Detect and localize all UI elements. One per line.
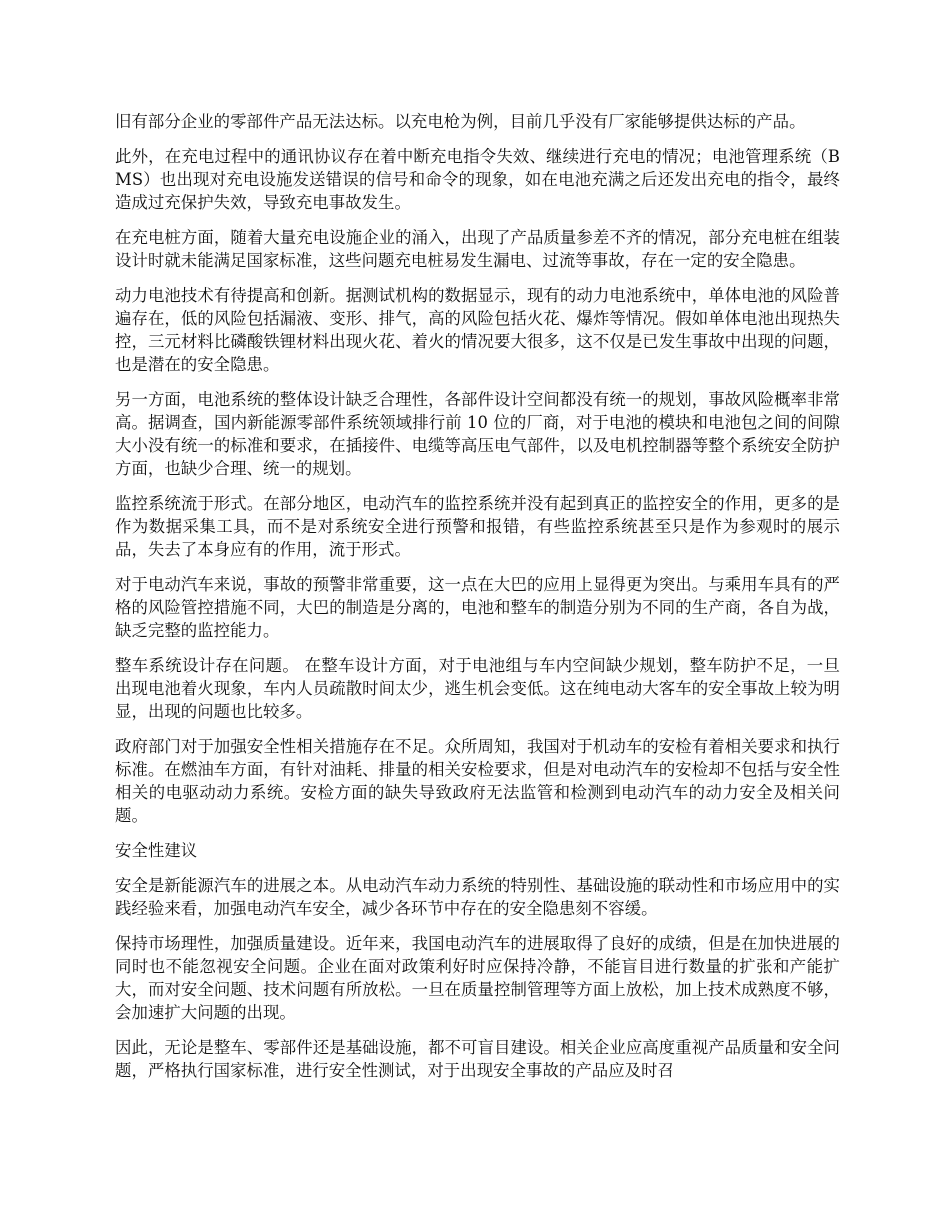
document-body xyxy=(115,110,840,1094)
paragraph: 监控系统流于形式。在部分地区，电动汽车的监控系统并没有起到真正的监控安全的作用，更多的是作为数据采集工具，而不是对系统安全进行预警和报错，有些监控系统甚至只是作为参观时的展示品，失去了本身应有的作用，流于形式。 xyxy=(115,494,840,559)
paragraph: 另一方面，电池系统的整体设计缺乏合理性，各部件设计空间都没有统一的规划，事故风险概率非常高。据调查，国内新能源零部件系统领域排行前 10 位的厂商，对于电池的模块和电池包之间的间隙大小没有统一的标准和要求，在插接件、电缆等高压电气部件，以及电机控制器等整个系统安全防护方面，也缺少合理、统一的规划。 xyxy=(115,390,840,478)
paragraph: 整车系统设计存在问题。 在整车设计方面，对于电池组与车内空间缺少规划，整车防护不足，一旦出现电池着火现象，车内人员疏散时间太少，逃生机会变低。这在纯电动大客车的安全事故上较为明显，出现的问题也比较多。 xyxy=(115,656,840,721)
paragraph: 对于电动汽车来说，事故的预警非常重要，这一点在大巴的应用上显得更为突出。与乘用车具有的严格的风险管控措施不同，大巴的制造是分离的，电池和整车的制造分别为不同的生产商，各自为战，缺乏完整的监控能力。 xyxy=(115,575,840,640)
paragraph: 保持市场理性，加强质量建设。近年来，我国电动汽车的进展取得了良好的成绩，但是在加快进展的同时也不能忽视安全问题。企业在面对政策利好时应保持冷静，不能盲目进行数量的扩张和产能扩大，而对安全问题、技术问题有所放松。一旦在质量控制管理等方面上放松，加上技术成熟度不够，会加速扩大问题的出现。 xyxy=(115,934,840,1022)
paragraph: 旧有部分企业的零部件产品无法达标。以充电枪为例，目前几乎没有厂家能够提供达标的产品。 xyxy=(115,112,806,131)
paragraph: 政府部门对于加强安全性相关措施存在不足。众所周知，我国对于机动车的安检有着相关要求和执行标准。在燃油车方面，有针对油耗、排量的相关安检要求，但是对电动汽车的安检却不包括与安全性相关的电驱动动力系统。安检方面的缺失导致政府无法监管和检测到电动汽车的动力安全及相关问题。 xyxy=(115,737,840,825)
paragraph: 动力电池技术有待提高和创新。据测试机构的数据显示，现有的动力电池系统中，单体电池的风险普遍存在，低的风险包括漏液、变形、排气，高的风险包括火花、爆炸等情况。假如单体电池出现热失控，三元材料比磷酸铁锂材料出现火花、着火的情况要大很多，这不仅是已发生事故中出现的问题，也是潜在的安全隐患。 xyxy=(115,286,840,374)
paragraph: 因此，无论是整车、零部件还是基础设施，都不可盲目建设。相关企业应高度重视产品质量和安全问题，严格执行国家标准，进行安全性测试，对于出现安全事故的产品应及时召 xyxy=(115,1038,840,1080)
section-heading: 安全性建议 xyxy=(115,841,198,860)
paragraph: 安全是新能源汽车的进展之本。从电动汽车动力系统的特别性、基础设施的联动性和市场应用中的实践经验来看，加强电动汽车安全，减少各环节中存在的安全隐患刻不容缓。 xyxy=(115,876,840,918)
paragraph: 在充电桩方面，随着大量充电设施企业的涌入，出现了产品质量参差不齐的情况，部分充电桩在组装设计时就未能满足国家标准，这些问题充电桩易发生漏电、过流等事故，存在一定的安全隐患。 xyxy=(115,228,840,270)
paragraph: 此外，在充电过程中的通讯协议存在着中断充电指令失效、继续进行充电的情况；电池管理系统（BMS）也出现对充电设施发送错误的信号和命令的现象，如在电池充满之后还发出充电的指令，最终造成过充保护失效，导致充电事故发生。 xyxy=(115,147,840,212)
